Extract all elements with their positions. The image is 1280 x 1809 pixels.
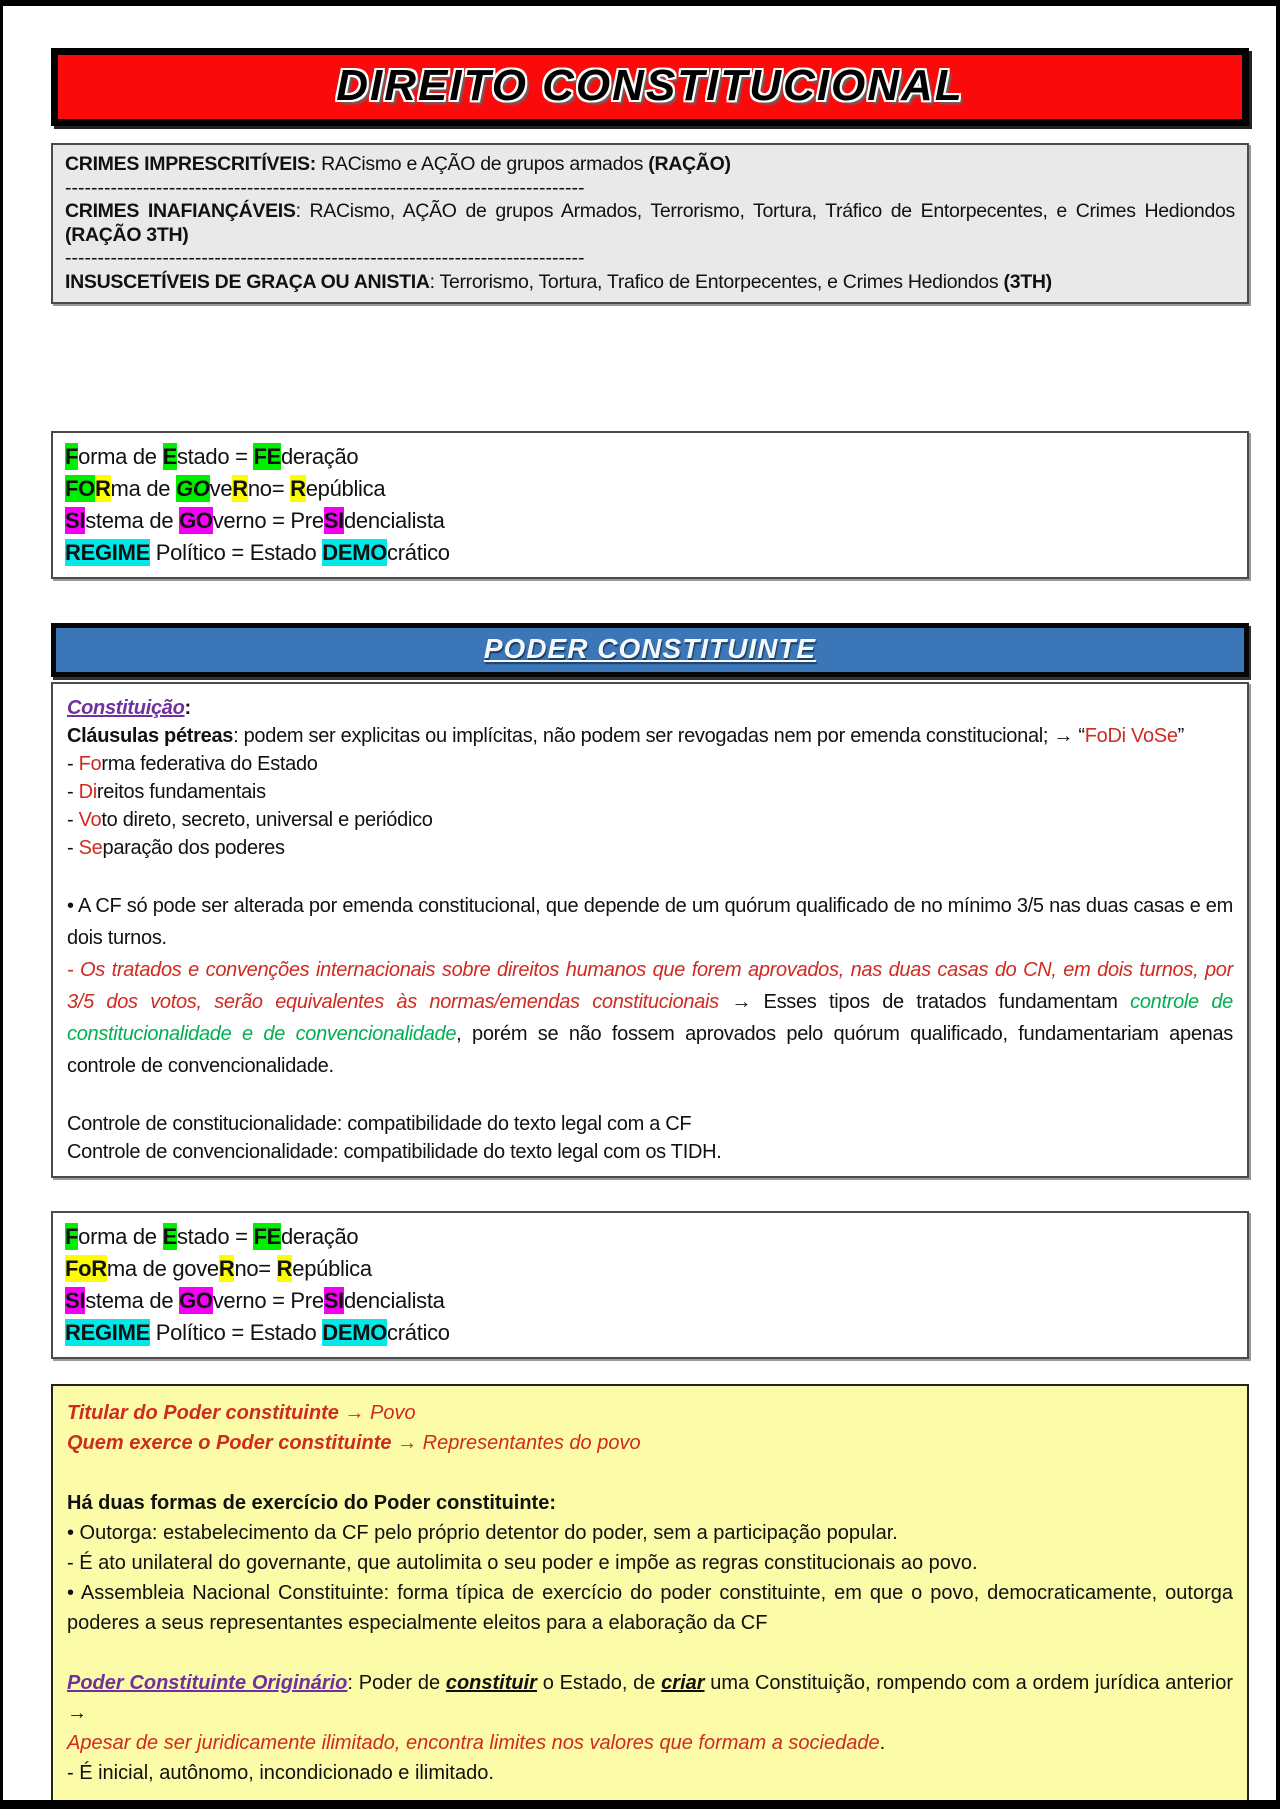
section-header-poder-constituinte [51, 623, 1249, 677]
text-line [67, 1638, 1233, 1668]
text-line: Há duas formas de exercício do Poder constituinte: [67, 1492, 557, 1514]
title-banner [51, 48, 1249, 126]
text-line: Constituição: [67, 697, 191, 719]
text-line: FoRma de goveRno= República [65, 1256, 372, 1281]
text-line: CRIMES IMPRESCRITÍVEIS: RACismo e AÇÃO de grupos armados (RAÇÃO) [65, 153, 731, 175]
text-line: Quem exerce o Poder constituinte → Representantes do povo [67, 1432, 641, 1454]
state-form-mnemonic-box-2 [51, 1211, 1249, 1359]
text-line: SIstema de GOverno = PreSIdencialista [65, 508, 445, 533]
text-line: REGIME Político = Estado DEMOcrático [65, 540, 450, 565]
text-line [67, 862, 1233, 890]
text-line: Apesar de ser juridicamente ilimitado, encontra limites nos valores que formam a sociedade. [67, 1732, 886, 1754]
text-line: CRIMES INAFIANÇÁVEIS: RACismo, AÇÃO de grupos Armados, Terrorismo, Tortura, Tráfico de Entorpecentes, e Crimes Hediondos (RAÇÃO 3TH) [65, 200, 1235, 246]
text-line: FORma de GOveRno= República [65, 476, 386, 501]
section-title: PODER CONSTITUINTE [483, 633, 817, 664]
text-line: Forma de Estado = FEderação [65, 1224, 359, 1249]
crimes-summary-box [51, 143, 1249, 304]
text-line: SIstema de GOverno = PreSIdencialista [65, 1288, 445, 1313]
text-line: - Direitos fundamentais [67, 781, 266, 803]
text-line: - É ato unilateral do governante, que autolimita o seu poder e impõe as regras constitucionais ao povo. [67, 1552, 978, 1574]
text-line: Controle de constitucionalidade: compatibilidade do texto legal com a CF [67, 1113, 692, 1135]
text-line [67, 1082, 1233, 1110]
text-line: - Forma federativa do Estado [67, 753, 318, 775]
text-line [67, 1458, 1233, 1488]
text-line: - Os tratados e convenções internacionais sobre direitos humanos que forem aprovados, nas duas casas do CN, em dois turnos, por 3/5 dos votos, serão equivalentes às normas/emendas constitucionais → Esses tipos de tratados fundamentam controle de constitucionalidade e de convencionalidade, porém se não fossem aprovados pelo quórum qualificado, fundamentariam apenas controle de convencionalidade. [67, 959, 1233, 1077]
text-line: • Outorga: estabelecimento da CF pelo próprio detentor do poder, sem a participação popular. [67, 1522, 898, 1544]
text-line: • Assembleia Nacional Constituinte: forma típica de exercício do poder constituinte, em que o povo, democraticamente, outorga poderes a seus representantes especialmente eleitos para a elaboração da CF [67, 1582, 1233, 1634]
text-line: -------------------------------------------------------------------------------- [65, 247, 585, 269]
state-form-mnemonic-box-1 [51, 431, 1249, 579]
text-line: • A CF só pode ser alterada por emenda constitucional, que depende de um quórum qualificado de no mínimo 3/5 nas duas casas e em dois turnos. [67, 895, 1233, 949]
text-line: INSUSCETÍVEIS DE GRAÇA OU ANISTIA: Terrorismo, Tortura, Trafico de Entorpecentes, e Crimes Hediondos (3TH) [65, 270, 1052, 293]
text-line: Cláusulas pétreas: podem ser explicitas ou implícitas, não podem ser revogadas nem por emenda constitucional; → “FoDi VoSe” [67, 725, 1185, 747]
text-line: Controle de convencionalidade: compatibilidade do texto legal com os TIDH. [67, 1141, 722, 1163]
document-title: DIREITO CONSTITUCIONAL [336, 61, 964, 110]
text-line: - Separação dos poderes [67, 837, 285, 859]
text-line: Titular do Poder constituinte → Povo [67, 1402, 416, 1424]
text-line: - Voto direto, secreto, universal e periódico [67, 809, 433, 831]
text-line: Forma de Estado = FEderação [65, 444, 359, 469]
text-line: - É inicial, autônomo, incondicionado e ilimitado. [67, 1762, 494, 1784]
text-line: -------------------------------------------------------------------------------- [65, 176, 585, 199]
constituent-power-details-box [51, 1384, 1249, 1808]
constitution-notes-box [51, 682, 1249, 1178]
text-line: REGIME Político = Estado DEMOcrático [65, 1320, 450, 1345]
text-line: Poder Constituinte Originário: Poder de constituir o Estado, de criar uma Constituição, rompendo com a ordem jurídica anterior → [67, 1672, 1234, 1724]
